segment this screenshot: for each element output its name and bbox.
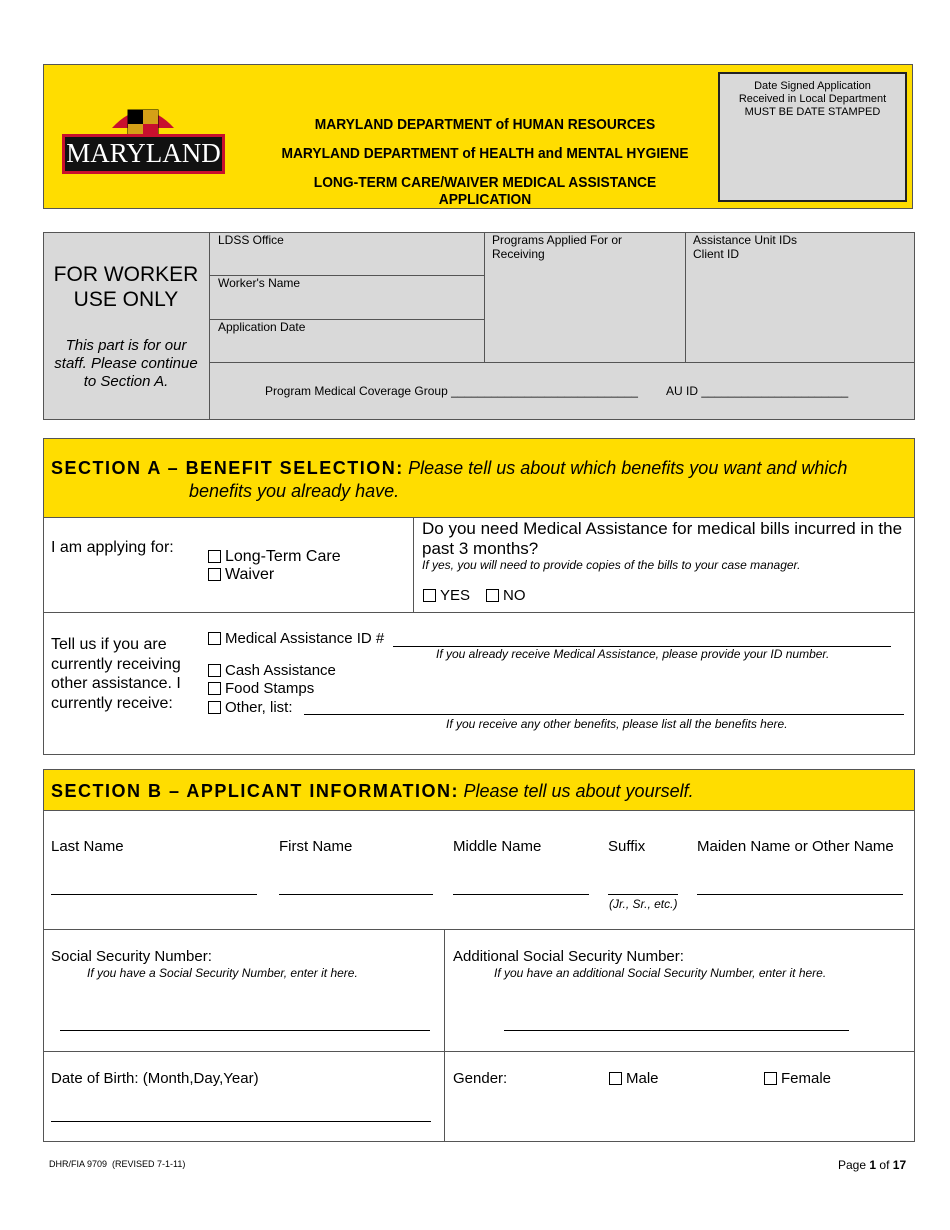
header-title-2: MARYLAND DEPARTMENT of HEALTH and MENTAL HYGIENE bbox=[281, 145, 689, 162]
dob-input[interactable] bbox=[51, 1107, 431, 1122]
yes-label: YES bbox=[440, 587, 471, 604]
additional-ssn-input[interactable] bbox=[504, 1016, 849, 1031]
option-long-term-care[interactable] bbox=[208, 548, 341, 566]
medical-assistance-label: Medical Assistance ID # bbox=[225, 630, 385, 647]
cash-assistance-label: Cash Assistance bbox=[225, 662, 336, 679]
ssn-label: Social Security Number: bbox=[51, 948, 212, 965]
applying-for-label: I am applying for: bbox=[51, 539, 174, 556]
coverage-group-field[interactable]: Program Medical Coverage Group ____________________________ bbox=[265, 384, 638, 398]
worker-use-title: FOR WORKER USE ONLY bbox=[53, 263, 199, 311]
stamp-line-1: Date Signed Application bbox=[754, 80, 871, 92]
page-prefix: Page bbox=[838, 1158, 867, 1172]
male-label: Male bbox=[626, 1070, 659, 1087]
section-a-subtitle-1: Please tell us about which benefits you want and which bbox=[408, 458, 848, 478]
page-number bbox=[838, 1158, 906, 1172]
page-total: 17 bbox=[892, 1158, 907, 1172]
option-no[interactable] bbox=[486, 587, 526, 604]
stamp-line-2: Received in Local Department bbox=[738, 93, 887, 105]
cash-assistance-checkbox[interactable] bbox=[208, 664, 221, 677]
programs-field[interactable]: Programs Applied For or Receiving bbox=[492, 233, 623, 261]
option-medical-assistance-id[interactable] bbox=[208, 630, 384, 647]
stamp-line-3: MUST BE DATE STAMPED bbox=[744, 106, 881, 118]
suffix-input[interactable] bbox=[608, 880, 678, 895]
application-date-field[interactable]: Application Date bbox=[218, 320, 306, 334]
suffix-label: Suffix bbox=[608, 838, 646, 855]
option-other[interactable] bbox=[208, 699, 293, 716]
middle-name-input[interactable] bbox=[453, 880, 589, 895]
section-a-subtitle-2: benefits you already have. bbox=[189, 481, 400, 501]
no-checkbox[interactable] bbox=[486, 589, 499, 602]
section-b-title: SECTION B – APPLICANT INFORMATION: bbox=[51, 781, 459, 801]
section-a-title: SECTION A – BENEFIT SELECTION: bbox=[51, 458, 404, 478]
last-name-label: Last Name bbox=[51, 838, 124, 855]
medical-assistance-checkbox[interactable] bbox=[208, 632, 221, 645]
medical-assistance-id-note: If you already receive Medical Assistance, please provide your ID number. bbox=[436, 647, 830, 661]
long-term-care-checkbox[interactable] bbox=[208, 550, 221, 563]
option-food-stamps[interactable] bbox=[208, 680, 314, 697]
additional-ssn-note: If you have an additional Social Security Number, enter it here. bbox=[494, 966, 827, 980]
option-waiver[interactable] bbox=[208, 566, 274, 584]
yes-checkbox[interactable] bbox=[423, 589, 436, 602]
header-title-1: MARYLAND DEPARTMENT of HUMAN RESOURCES bbox=[314, 116, 656, 133]
form-id: DHR/FIA 9709 (REVISED 7-1-11) bbox=[49, 1159, 186, 1169]
workers-name-field[interactable]: Worker's Name bbox=[218, 276, 301, 290]
first-name-input[interactable] bbox=[279, 880, 433, 895]
food-stamps-checkbox[interactable] bbox=[208, 682, 221, 695]
first-name-label: First Name bbox=[279, 838, 353, 855]
date-stamp-box[interactable] bbox=[718, 72, 907, 202]
ldss-office-field[interactable]: LDSS Office bbox=[218, 233, 284, 247]
client-id-field[interactable]: Client ID bbox=[693, 247, 740, 261]
no-label: NO bbox=[503, 587, 526, 604]
other-checkbox[interactable] bbox=[208, 701, 221, 714]
page-of: of bbox=[879, 1158, 890, 1172]
option-yes[interactable] bbox=[423, 587, 470, 604]
last-name-input[interactable] bbox=[51, 880, 257, 895]
waiver-checkbox[interactable] bbox=[208, 568, 221, 581]
additional-ssn-label: Additional Social Security Number: bbox=[453, 948, 684, 965]
other-assistance-label: Tell us if you are currently receiving other assistance. I currently receive: bbox=[51, 636, 181, 712]
section-b-subtitle: Please tell us about yourself. bbox=[463, 781, 694, 801]
option-female[interactable] bbox=[764, 1070, 831, 1087]
assistance-unit-ids-field[interactable]: Assistance Unit IDs bbox=[693, 233, 798, 247]
gender-label: Gender: bbox=[453, 1070, 508, 1087]
other-label: Other, list: bbox=[225, 699, 293, 716]
other-benefits-input[interactable] bbox=[304, 701, 904, 715]
suffix-note: (Jr., Sr., etc.) bbox=[609, 897, 678, 911]
middle-name-label: Middle Name bbox=[453, 838, 542, 855]
au-id-field[interactable]: AU ID ______________________ bbox=[666, 384, 849, 398]
medical-assistance-id-input[interactable] bbox=[393, 633, 891, 647]
female-checkbox[interactable] bbox=[764, 1072, 777, 1085]
ssn-input[interactable] bbox=[60, 1016, 430, 1031]
maiden-name-input[interactable] bbox=[697, 880, 903, 895]
waiver-label: Waiver bbox=[225, 566, 275, 583]
header-title-3: LONG-TERM CARE/WAIVER MEDICAL ASSISTANCE APPLICATION bbox=[313, 174, 657, 208]
section-b-heading bbox=[51, 781, 694, 802]
food-stamps-label: Food Stamps bbox=[225, 680, 315, 697]
page-current: 1 bbox=[869, 1158, 877, 1172]
option-male[interactable] bbox=[609, 1070, 659, 1087]
worker-use-note: This part is for our staff. Please continue to Section A. bbox=[54, 337, 198, 390]
option-cash-assistance[interactable] bbox=[208, 662, 336, 679]
female-label: Female bbox=[781, 1070, 832, 1087]
logo-text: MARYLAND bbox=[66, 138, 221, 168]
maryland-logo bbox=[62, 98, 225, 174]
section-a-heading bbox=[51, 458, 847, 479]
maiden-name-label: Maiden Name or Other Name bbox=[697, 838, 894, 855]
past-bills-note: If yes, you will need to provide copies of the bills to your case manager. bbox=[422, 558, 801, 572]
other-benefits-note: If you receive any other benefits, please list all the benefits here. bbox=[446, 717, 788, 731]
male-checkbox[interactable] bbox=[609, 1072, 622, 1085]
ssn-note: If you have a Social Security Number, enter it here. bbox=[87, 966, 358, 980]
past-bills-question: Do you need Medical Assistance for medical bills incurred in the past 3 months? bbox=[422, 519, 903, 558]
dob-label: Date of Birth: (Month,Day,Year) bbox=[51, 1070, 259, 1087]
long-term-care-label: Long-Term Care bbox=[225, 548, 341, 565]
